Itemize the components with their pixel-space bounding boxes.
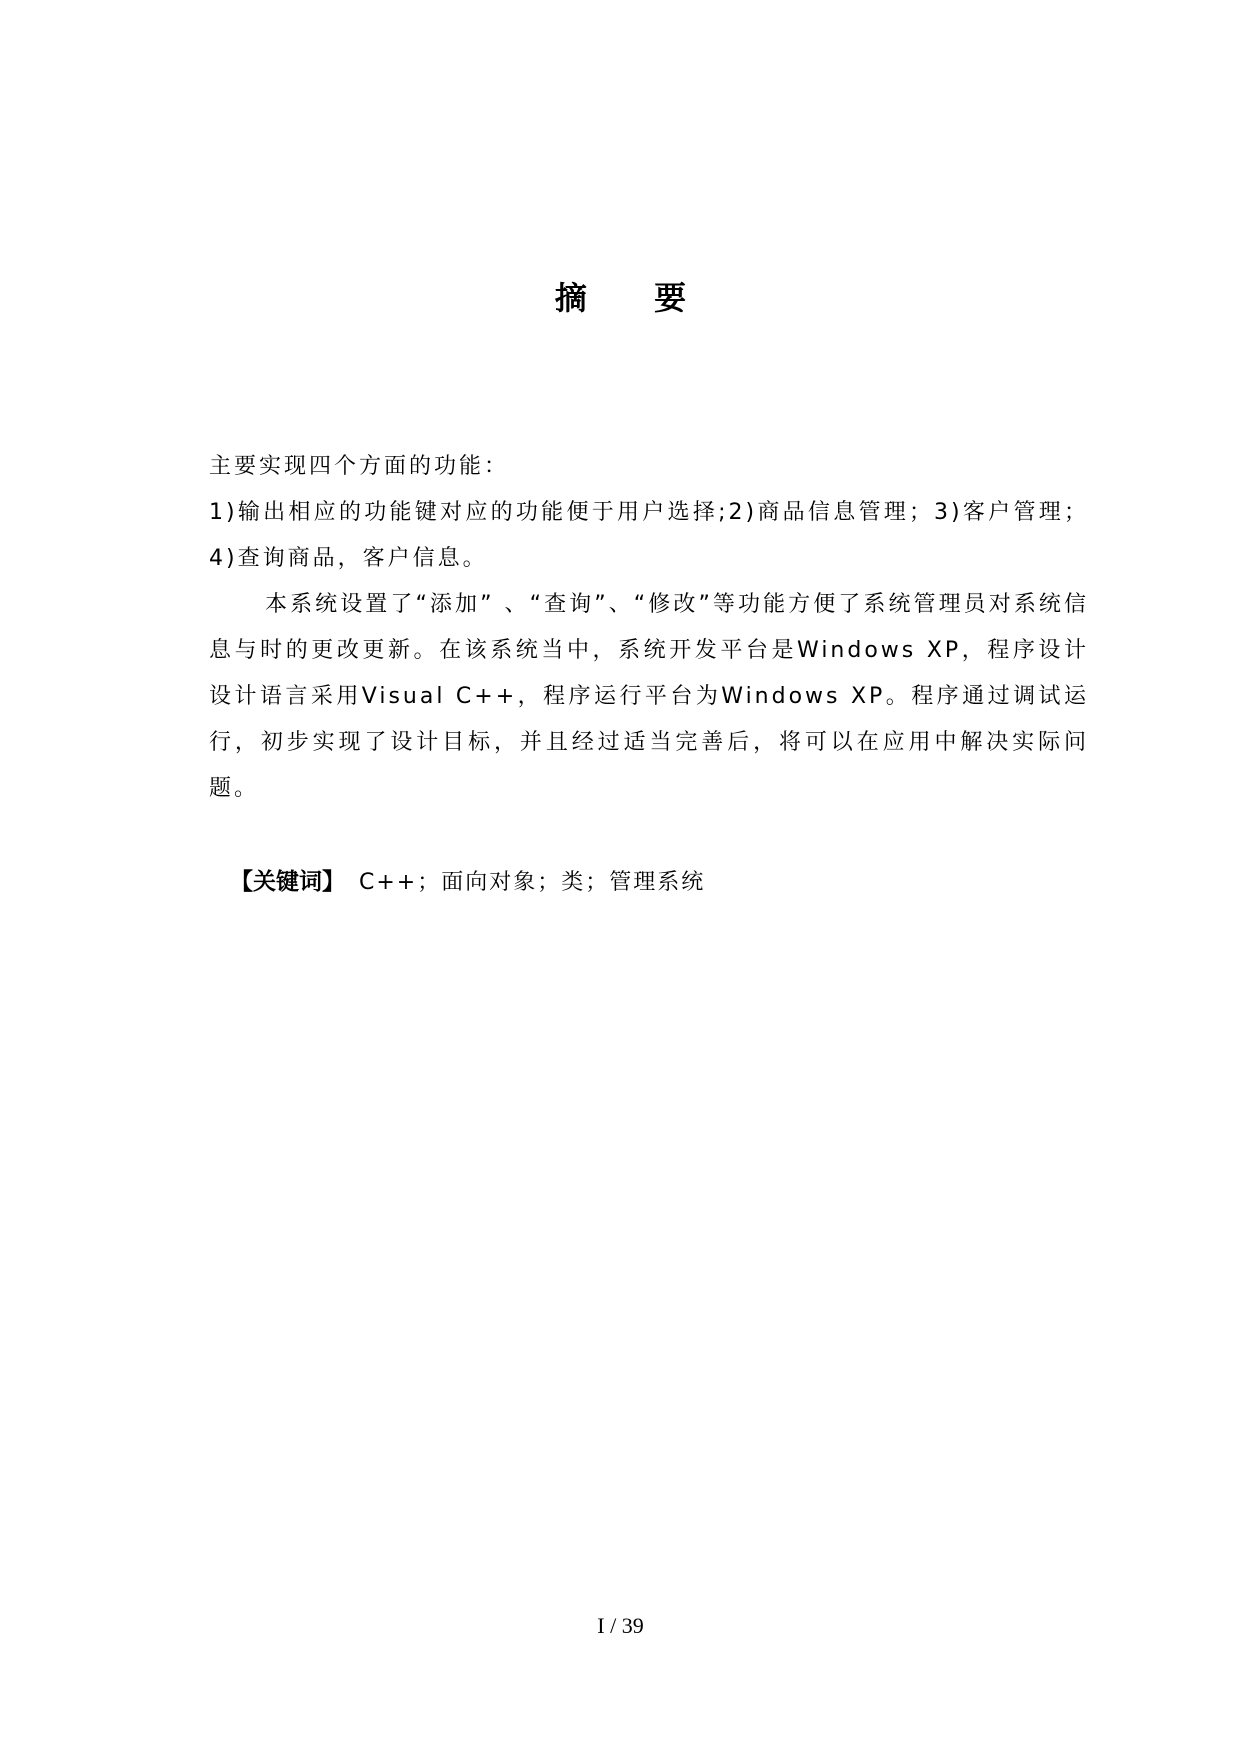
abstract-title: 摘 要 <box>554 279 715 317</box>
paragraph-functions: 1)输出相应的功能键对应的功能便于用户选择;2)商品信息管理；3)客户管理；4)查询商品，客户信息。 <box>209 500 1089 571</box>
keywords-line <box>230 864 705 901</box>
paragraph-intro: 主要实现四个方面的功能： <box>209 454 510 479</box>
abstract-body <box>209 444 1089 812</box>
page-number: I / 39 <box>597 1613 644 1638</box>
paragraph-description: 本系统设置了“添加” 、“查询”、“修改”等功能方便了系统管理员对系统信息与时的更改更新。在该系统当中，系统开发平台是Windows XP，程序设计设计语言采用Visual C++，程序运行平台为Windows XP。程序通过调试运行，初步实现了设计目标，并且经过适当完善后，将可以在应用中解决实际问题。 <box>209 592 1089 801</box>
keywords-label: 【关键词】 <box>230 869 345 895</box>
keywords-text: C++；面向对象；类；管理系统 <box>359 870 706 895</box>
